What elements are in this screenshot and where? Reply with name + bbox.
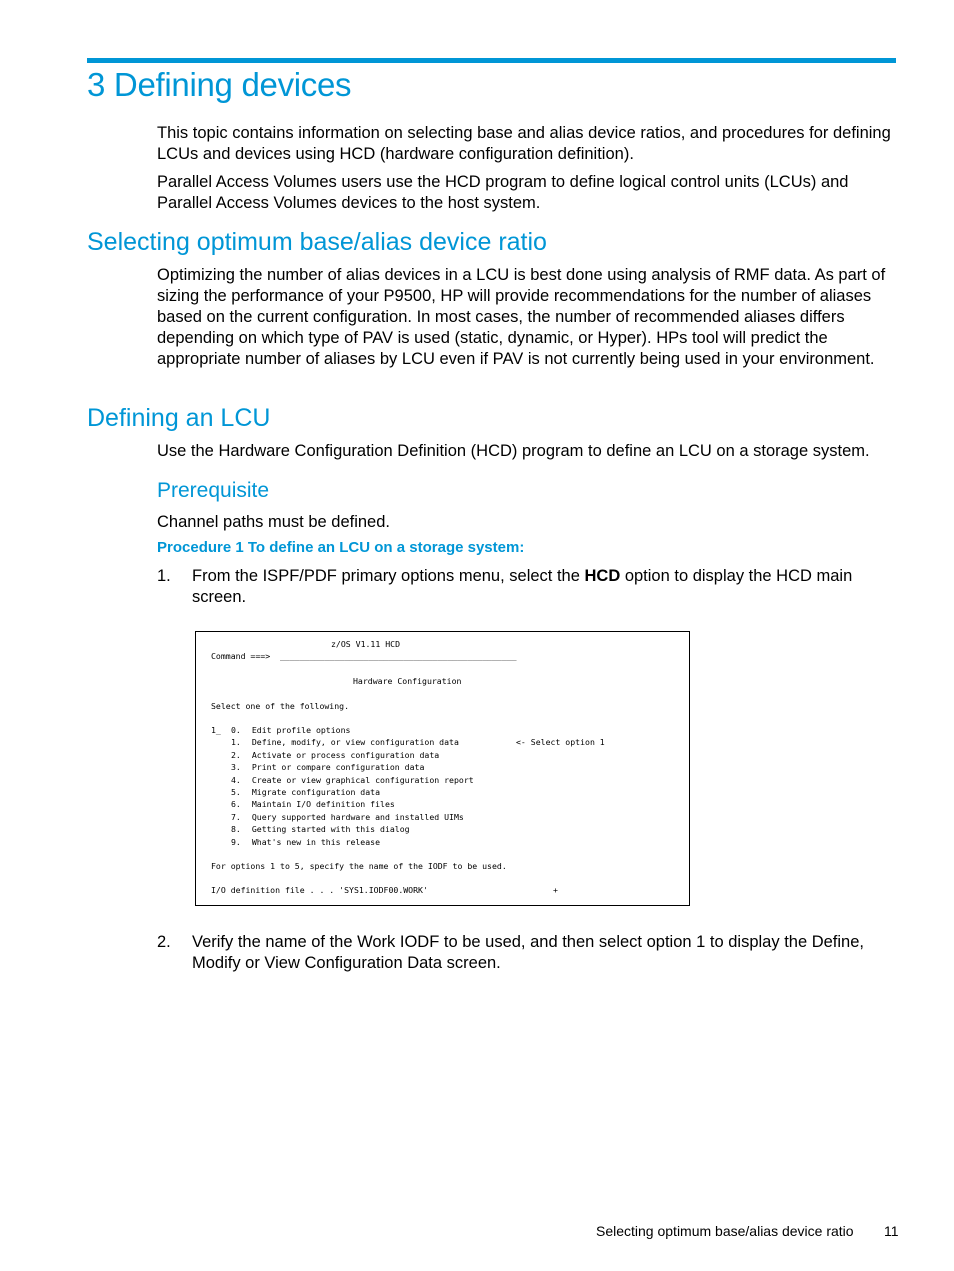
command-line: ________________________________________________ — [280, 651, 517, 661]
option-number: 6. — [231, 799, 241, 810]
option-number: 5. — [231, 786, 241, 797]
step-text: From the ISPF/PDF primary options menu, select the HCD option to display the HCD main screen. — [192, 567, 853, 606]
option-text: What's new in this release — [251, 836, 381, 847]
selection-field: 1_ — [211, 725, 221, 735]
hcd-option-9 — [231, 836, 474, 848]
procedure-title: Procedure 1 To define an LCU on a storage system: — [157, 539, 525, 556]
section-heading-lcu: Defining an LCU — [87, 404, 271, 432]
prerequisite-body: Channel paths must be defined. — [157, 513, 390, 531]
hcd-option-3 — [231, 761, 474, 773]
page-number: 11 — [884, 1223, 899, 1239]
option-text: Maintain I/O definition files — [251, 799, 395, 810]
screen-heading: Hardware Configuration — [353, 676, 462, 686]
section-heading-ratio: Selecting optimum base/alias device ratio — [87, 228, 547, 256]
hcd-option-8 — [231, 823, 474, 835]
screen-title: z/OS V1.11 HCD — [331, 639, 401, 649]
footer-section-title: Selecting optimum base/alias device ratio — [596, 1223, 854, 1239]
hcd-option-0 — [231, 724, 474, 736]
hcd-keyword: HCD — [584, 567, 621, 585]
step-number: 2. — [157, 933, 171, 951]
option-number: 2. — [231, 749, 241, 760]
screen-prompt: Select one of the following. — [211, 701, 350, 711]
option-number: 4. — [231, 774, 241, 785]
hcd-option-6 — [231, 798, 474, 810]
option-text: Activate or process configuration data — [251, 749, 440, 760]
option-number: 9. — [231, 836, 241, 847]
iodf-field: I/O definition file . . . 'SYS1.IODF00.WORK' — [211, 885, 428, 895]
top-rule — [87, 58, 896, 63]
section-body-lcu: Use the Hardware Configuration Definition (HCD) program to define an LCU on a storage system. — [157, 442, 870, 460]
option-number: 3. — [231, 762, 241, 773]
hcd-option-5 — [231, 786, 474, 798]
prerequisite-heading: Prerequisite — [157, 479, 270, 502]
option-text: Print or compare configuration data — [251, 762, 425, 773]
option-number: 1. — [231, 737, 241, 748]
option-text: Define, modify, or view configuration data — [251, 737, 459, 748]
option-text: Migrate configuration data — [251, 786, 381, 797]
step-text: Verify the name of the Work IODF to be used, and then select option 1 to display the Define, Modify or View Configuration Data screen. — [192, 933, 864, 972]
hcd-option-1 — [231, 736, 474, 748]
iodf-prompt-marker: + — [553, 885, 558, 895]
option-text: Getting started with this dialog — [251, 824, 410, 835]
section-body-ratio: Optimizing the number of alias devices in a LCU is best done using analysis of RMF data. As part of sizing the performance of your P9500, HP will provide recommendations for the number of aliases based on the current configuration. In most cases, the number of recommended aliases differs depending on which type of PAV is used (static, dynamic, or Hyper). HPs tool will predict the appropriate number of aliases by LCU even if PAV is not currently being used in your environment. — [157, 266, 886, 368]
chapter-title: 3 Defining devices — [87, 66, 352, 103]
option-text: Edit profile options — [251, 725, 351, 735]
intro-paragraph-2: Parallel Access Volumes users use the HCD program to define logical control units (LCUs) and Parallel Access Volumes devices to the host system. — [157, 173, 849, 212]
intro-paragraph-1: This topic contains information on selecting base and alias device ratios, and procedures for defining LCUs and devices using HCD (hardware configuration definition). — [157, 124, 891, 163]
screen-footer-note: For options 1 to 5, specify the name of the IODF to be used. — [211, 861, 507, 871]
options-list — [231, 724, 474, 848]
step-number: 1. — [157, 567, 171, 585]
option-number: 0. — [231, 725, 241, 735]
hcd-screen-capture — [195, 631, 690, 906]
option-text: Create or view graphical configuration report — [251, 774, 474, 785]
hcd-option-7 — [231, 811, 474, 823]
hcd-option-2 — [231, 749, 474, 761]
select-option-callout: <- Select option 1 — [516, 737, 605, 747]
option-number: 8. — [231, 824, 241, 835]
hcd-option-4 — [231, 774, 474, 786]
option-number: 7. — [231, 811, 241, 822]
command-label: Command ===> — [211, 651, 271, 661]
option-text: Query supported hardware and installed UIMs — [251, 811, 464, 822]
